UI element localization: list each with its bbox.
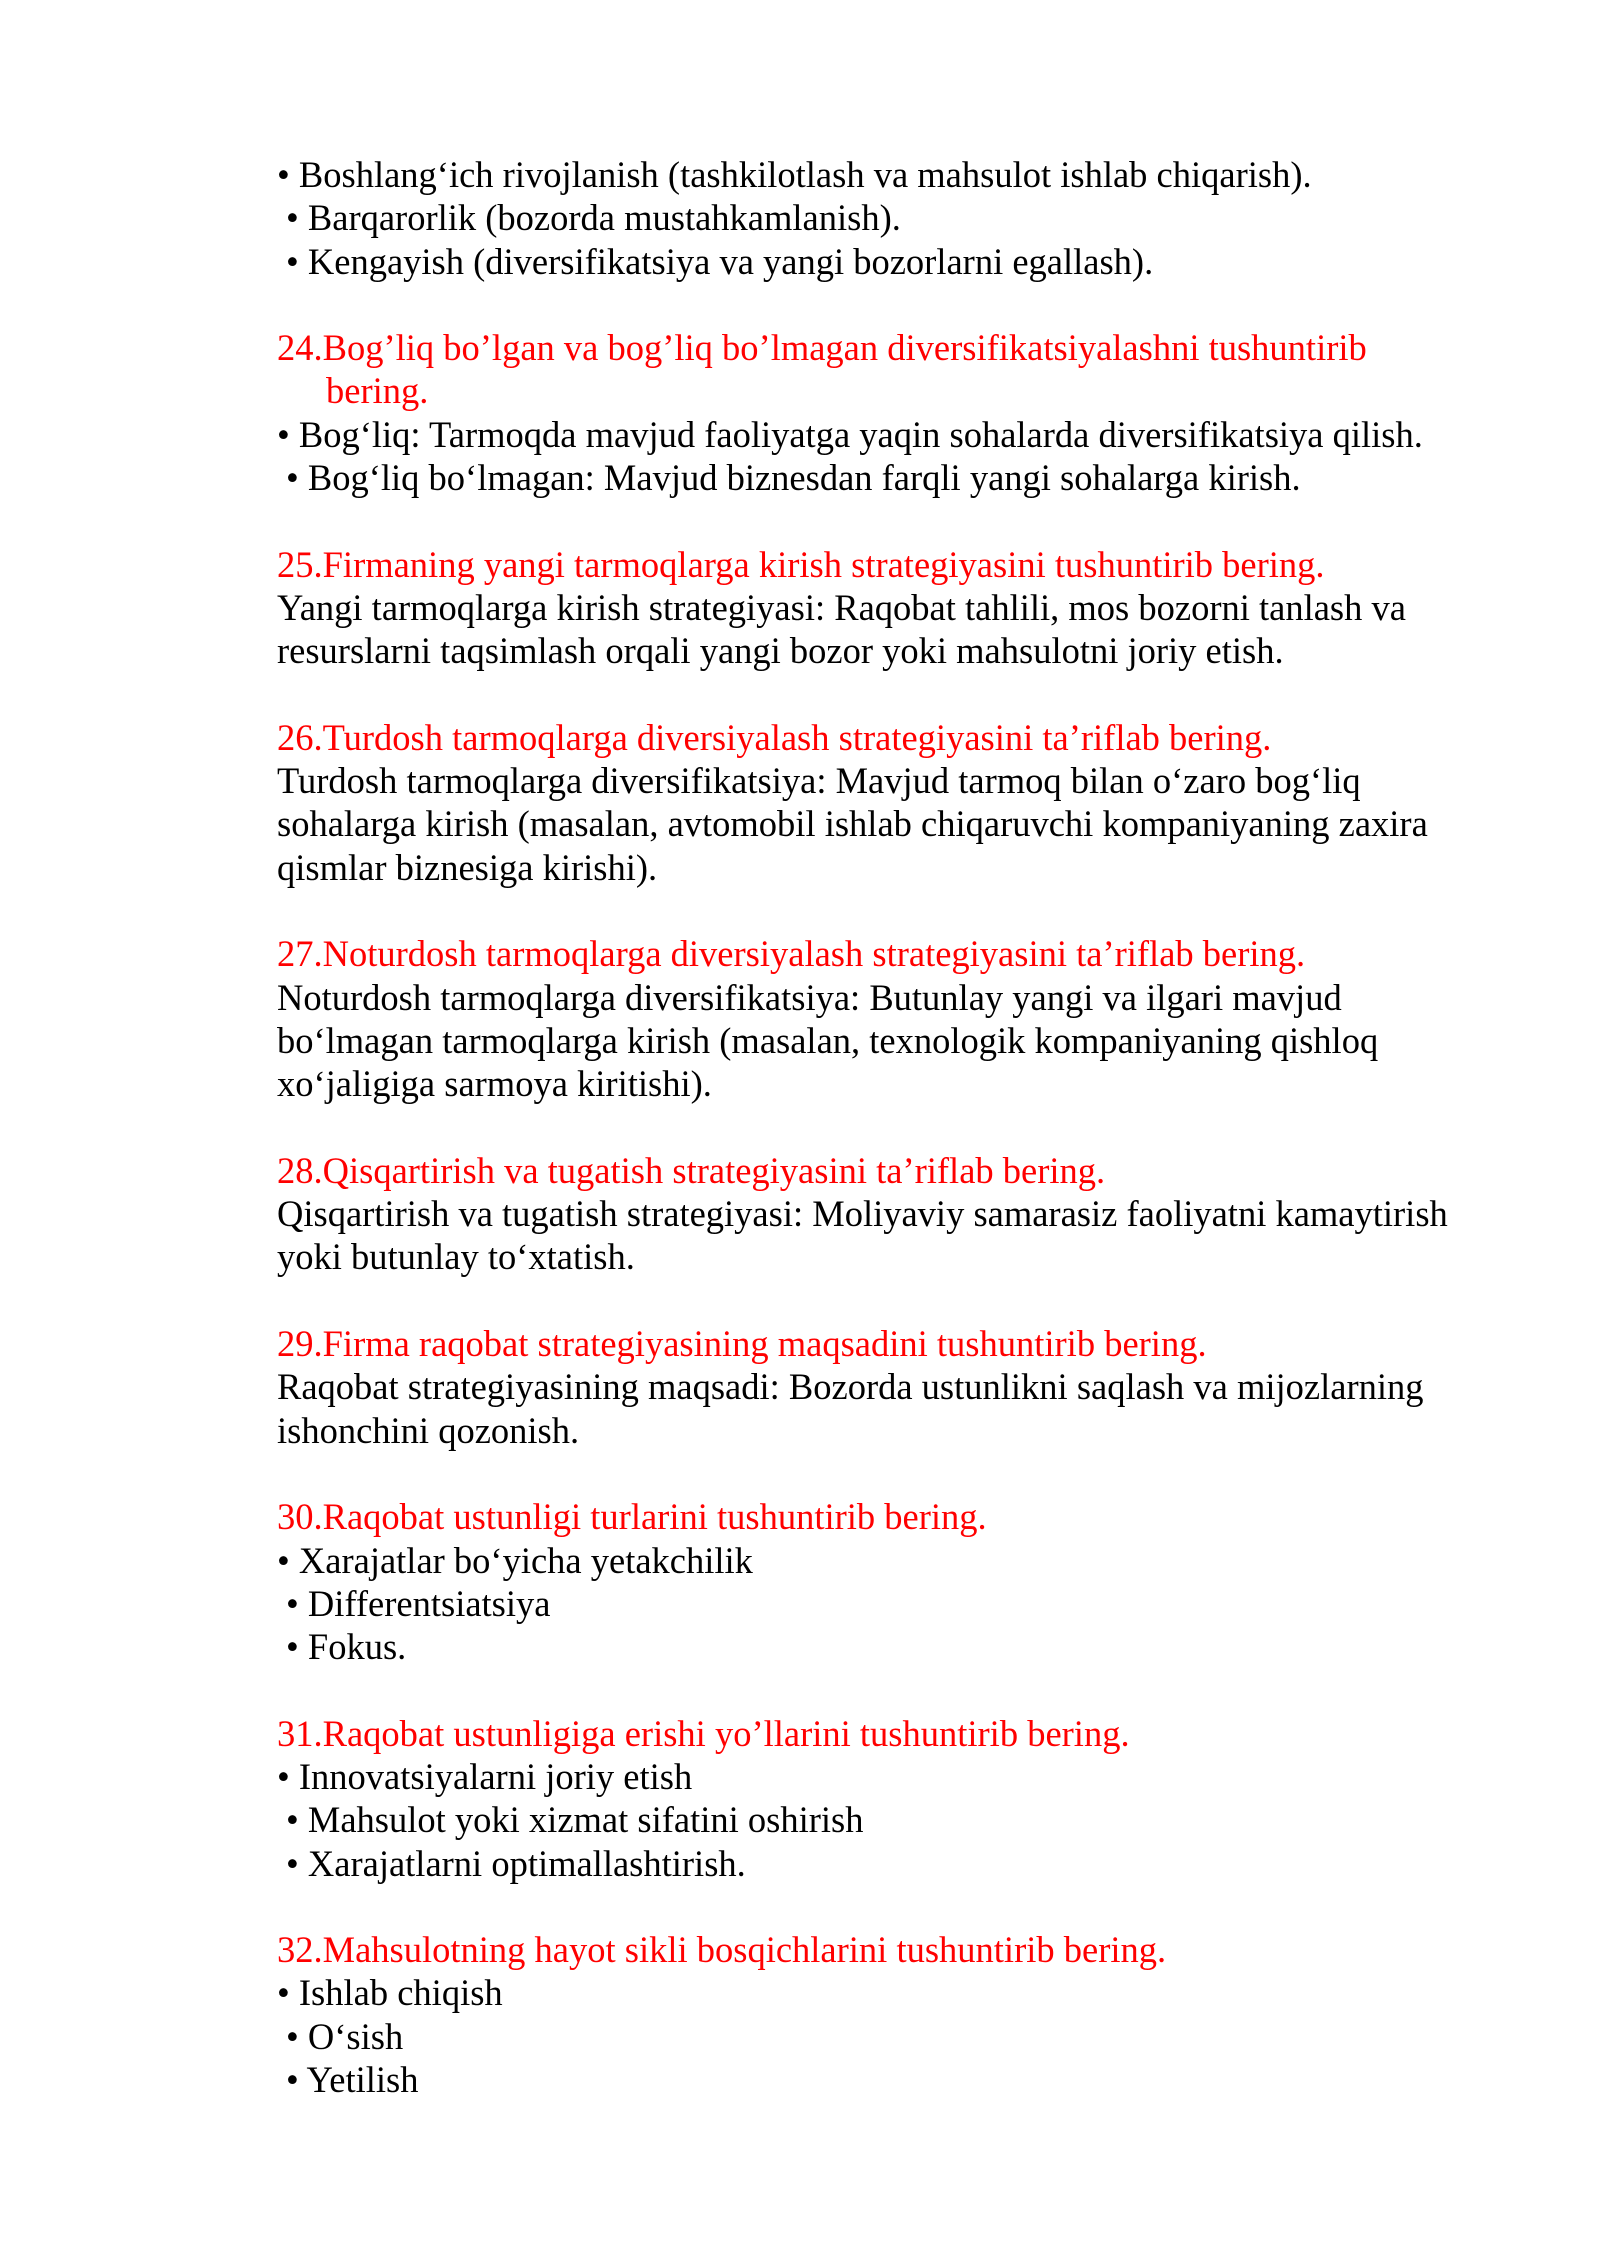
answer-text: qismlar biznesiga kirishi). [277, 846, 658, 888]
paragraph-spacer [277, 283, 1507, 326]
question-heading: 25.Firmaning yangi tarmoqlarga kirish strategiyasini tushuntirib bering. [277, 543, 1325, 585]
bullet-item: • Yetilish [286, 2059, 419, 2101]
question-heading: 31.Raqobat ustunligiga erishi yo’llarini tushuntirib bering. [277, 1712, 1130, 1754]
answer-text: Yangi tarmoqlarga kirish strategiyasi: Raqobat tahlili, mos bozorni tanlash va [277, 586, 1406, 628]
bullet-item: • Ishlab chiqish [277, 1972, 503, 2014]
bullet-item: • Bog‘liq bo‘lmagan: Mavjud biznesdan farqli yangi sohalarga kirish. [286, 457, 1301, 499]
question-heading-continuation: bering. [326, 370, 429, 412]
answer-text: resurslarni taqsimlash orqali yangi bozor yoki mahsulotni joriy etish. [277, 630, 1284, 672]
answer-text: Turdosh tarmoqlarga diversifikatsiya: Mavjud tarmoq bilan o‘zaro bog‘liq [277, 760, 1361, 802]
bullet-item: • Differentsiatsiya [286, 1582, 551, 1624]
bullet-item: • O‘sish [286, 2015, 404, 2057]
question-heading: 24.Bog’liq bo’lgan va bog’liq bo’lmagan diversifikatsiyalashni tushuntirib [277, 327, 1367, 369]
question-heading: 28.Qisqartirish va tugatish strategiyasini ta’riflab bering. [277, 1149, 1106, 1191]
answer-text: Qisqartirish va tugatish strategiyasi: Moliyaviy samarasiz faoliyatni kamaytirish [277, 1193, 1448, 1235]
answer-text: sohalarga kirish (masalan, avtomobil ishlab chiqaruvchi kompaniyaning zaxira [277, 803, 1428, 845]
bullet-item: • Bog‘liq: Tarmoqda mavjud faoliyatga yaqin sohalarda diversifikatsiya qilish. [277, 413, 1423, 455]
paragraph-spacer [277, 499, 1507, 542]
paragraph-spacer [277, 673, 1507, 716]
question-heading: 29.Firma raqobat strategiyasining maqsadini tushuntirib bering. [277, 1323, 1207, 1365]
bullet-item: • Boshlang‘ich rivojlanish (tashkilotlash va mahsulot ishlab chiqarish). [277, 154, 1312, 195]
answer-text: xo‘jaligiga sarmoya kiritishi). [277, 1063, 712, 1105]
paragraph-spacer [277, 1452, 1507, 1495]
paragraph-spacer [277, 1279, 1507, 1322]
bullet-item: • Kengayish (diversifikatsiya va yangi bozorlarni egallash). [286, 240, 1154, 282]
question-heading: 30.Raqobat ustunligi turlarini tushuntirib bering. [277, 1496, 987, 1538]
answer-text: Raqobat strategiyasining maqsadi: Bozorda ustunlikni saqlash va mijozlarning [277, 1366, 1424, 1408]
paragraph-spacer [277, 1668, 1507, 1711]
paragraph-spacer [277, 889, 1507, 932]
bullet-item: • Barqarorlik (bozorda mustahkamlanish). [286, 197, 901, 239]
bullet-item: • Xarajatlarni optimallashtirish. [286, 1842, 746, 1884]
question-heading: 32.Mahsulotning hayot sikli bosqichlarini tushuntirib bering. [277, 1929, 1167, 1971]
answer-text: Noturdosh tarmoqlarga diversifikatsiya: Butunlay yangi va ilgari mavjud [277, 976, 1342, 1018]
question-heading: 27.Noturdosh tarmoqlarga diversiyalash strategiyasini ta’riflab bering. [277, 933, 1306, 975]
question-heading: 26.Turdosh tarmoqlarga diversiyalash strategiyasini ta’riflab bering. [277, 716, 1272, 758]
bullet-item: • Mahsulot yoki xizmat sifatini oshirish [286, 1799, 864, 1841]
bullet-item: • Innovatsiyalarni joriy etish [277, 1755, 693, 1797]
answer-text: ishonchini qozonish. [277, 1409, 580, 1451]
bullet-item: • Fokus. [286, 1626, 407, 1668]
document-page [277, 153, 1507, 2101]
bullet-item: • Xarajatlar bo‘yicha yetakchilik [277, 1539, 753, 1581]
paragraph-spacer [277, 1106, 1507, 1149]
answer-text: bo‘lmagan tarmoqlarga kirish (masalan, texnologik kompaniyaning qishloq [277, 1019, 1379, 1061]
answer-text: yoki butunlay to‘xtatish. [277, 1236, 635, 1278]
paragraph-spacer [277, 1885, 1507, 1928]
